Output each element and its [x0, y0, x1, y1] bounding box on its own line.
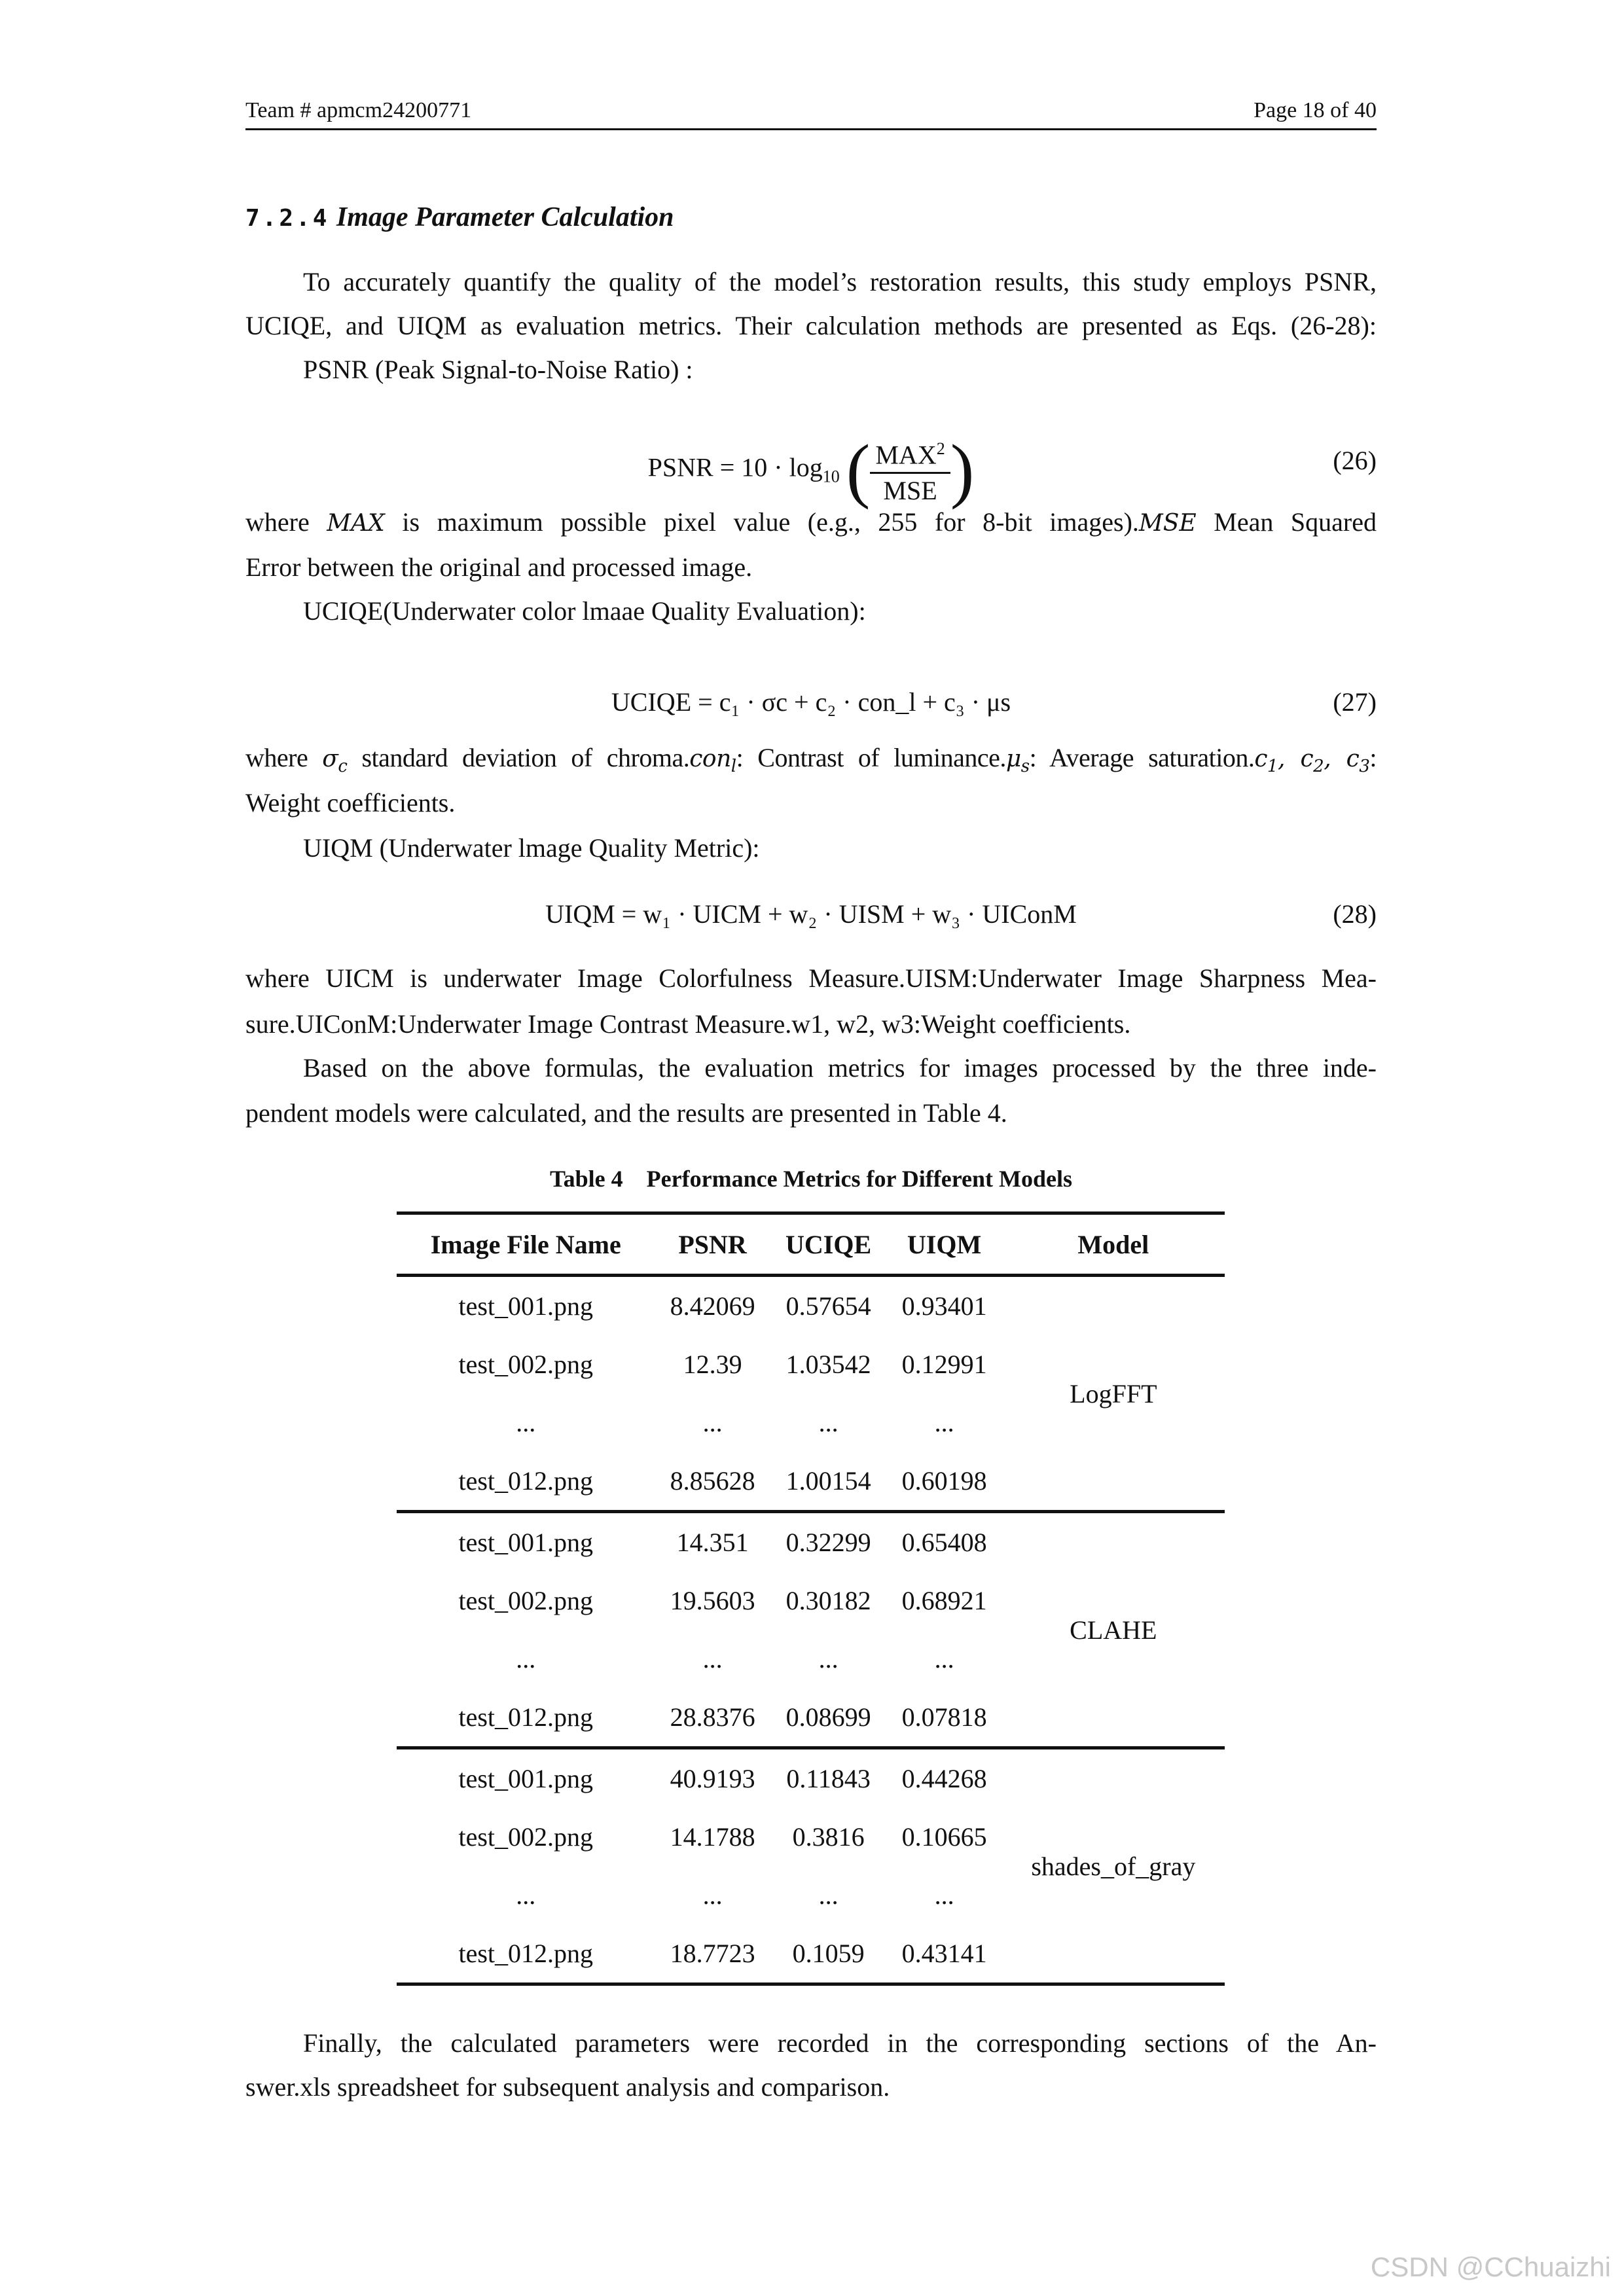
- table-cell: 0.11843: [786, 1764, 871, 1793]
- section-number: 7.2.4: [245, 205, 330, 232]
- table-cell: 0.43141: [901, 1939, 987, 1968]
- table-cell: 0.07818: [901, 1702, 987, 1732]
- paragraph-line: UCIQE, and UIQM as evaluation metrics. Their calculation methods are presented as Eqs. (26-28):: [245, 311, 1377, 340]
- model-cell: CLAHE: [1070, 1615, 1157, 1645]
- header-cell: Model: [1077, 1229, 1149, 1259]
- table-cell: ...: [818, 1880, 839, 1910]
- uciqe-label: UCIQE(Underwater color lmaae Quality Evaluation):: [303, 596, 866, 626]
- table-cell: test_002.png: [458, 1350, 594, 1379]
- table-cell: 19.5603: [670, 1586, 755, 1615]
- equation-number-27: (27): [1333, 687, 1377, 717]
- equation-26: PSNR = $10 \cdot \log_{10}$ ( $\frac{MAX^2}{\text{MSE}}$ ): [647, 430, 975, 511]
- paragraph-line: Based on the above formulas, the evaluation metrics for images processed by the three inde-: [303, 1053, 1377, 1083]
- section-title: Image Parameter Calculation: [336, 202, 674, 232]
- table-cell: ...: [702, 1880, 723, 1910]
- paragraph-line: Weight coefficients.: [245, 788, 456, 817]
- where-max-line: where MAX is maximum possible pixel value (e.g., 255 for 8-bit images).MSE Mean Squared: [245, 507, 1377, 537]
- table-cell: test_002.png: [458, 1822, 594, 1852]
- metrics-table: [397, 1211, 1225, 1986]
- table-row: [397, 1748, 1225, 1808]
- equation-number-26: (26): [1333, 446, 1377, 475]
- uiqm-label: UIQM (Underwater lmage Quality Metric):: [303, 833, 760, 863]
- table-cell: ...: [516, 1880, 536, 1910]
- table-cell: 0.65408: [901, 1528, 987, 1557]
- section-heading: [245, 202, 674, 233]
- equation-28: UIQM = w₁ · UICM + w₂ · UISM + w₃ · UIConM: [545, 899, 1077, 929]
- table-cell: 0.32299: [785, 1528, 871, 1557]
- paragraph-line: swer.xls spreadsheet for subsequent analysis and comparison.: [245, 2072, 890, 2102]
- table-cell: 14.351: [676, 1528, 749, 1557]
- table-cell: 1.00154: [785, 1466, 871, 1496]
- table-cell: 0.44268: [901, 1764, 987, 1793]
- header-rule: [245, 128, 1377, 130]
- paragraph-line: pendent models were calculated, and the results are presented in Table 4.: [245, 1098, 1007, 1128]
- table-cell: test_001.png: [458, 1764, 594, 1793]
- table-cell: 1.03542: [785, 1350, 871, 1379]
- header-cell: UIQM: [907, 1229, 982, 1259]
- header-team: Team # apmcm24200771: [245, 98, 472, 122]
- header-page: Page 18 of 40: [1254, 98, 1377, 122]
- table-cell: test_012.png: [458, 1939, 594, 1968]
- table-row: [397, 1512, 1225, 1572]
- where-sigma-line: where $\sigma_c$ standard deviation of chroma.con$_l$: Contrast of $luminance.\mu_s$: Average $saturation.c_1$, $c_2$, $c_3$:: [245, 743, 1377, 777]
- paragraph-line: sure.UIConM:Underwater Image Contrast Measure.w1, w2, w3:Weight coefficients.: [245, 1009, 1131, 1039]
- model-cell: shades_of_gray: [1031, 1851, 1196, 1881]
- table-cell: 8.42069: [670, 1291, 755, 1321]
- table-cell: 0.93401: [901, 1291, 987, 1321]
- paragraph-line: Error between the original and processed image.: [245, 552, 753, 582]
- watermark: CSDN @CChuaizhi: [1370, 2251, 1611, 2282]
- table-cell: ...: [818, 1644, 839, 1674]
- table-cell: ...: [702, 1408, 723, 1437]
- table-cell: 0.60198: [901, 1466, 987, 1496]
- table-cell: 0.08699: [785, 1702, 871, 1732]
- table-cell: 0.1059: [792, 1939, 865, 1968]
- table-cell: 14.1788: [670, 1822, 755, 1852]
- table-cell: test_001.png: [458, 1291, 594, 1321]
- table-cell: ...: [934, 1408, 954, 1437]
- header-cell: UCIQE: [785, 1229, 872, 1259]
- table-cell: test_012.png: [458, 1466, 594, 1496]
- table-cell: ...: [934, 1644, 954, 1674]
- table-cell: 18.7723: [670, 1939, 755, 1968]
- header-cell: PSNR: [678, 1229, 747, 1259]
- paragraph-line: To accurately quantify the quality of the model’s restoration results, this study employs PSNR,: [303, 267, 1377, 296]
- table-cell: 8.85628: [670, 1466, 755, 1496]
- psnr-label: PSNR (Peak Signal-to-Noise Ratio) :: [303, 355, 693, 384]
- table-cell: 28.8376: [670, 1702, 755, 1732]
- table-cell: 0.12991: [901, 1350, 987, 1379]
- table-cell: test_012.png: [458, 1702, 594, 1732]
- table-cell: 0.30182: [785, 1586, 871, 1615]
- paragraph-line: where UICM is underwater Image Colorfulness Measure.UISM:Underwater Image Sharpness Mea-: [245, 963, 1377, 993]
- header-cell: Image File Name: [430, 1229, 621, 1259]
- table-cell: 12.39: [683, 1350, 742, 1379]
- table-cell: ...: [818, 1408, 839, 1437]
- table-cell: 0.57654: [785, 1291, 871, 1321]
- table-cell: 40.9193: [670, 1764, 755, 1793]
- table-cell: ...: [516, 1408, 536, 1437]
- table-header-row: [397, 1213, 1225, 1276]
- paragraph-line: Finally, the calculated parameters were recorded in the corresponding sections of the An-: [303, 2028, 1377, 2058]
- table-cell: 0.68921: [901, 1586, 987, 1615]
- table-cell: test_002.png: [458, 1586, 594, 1615]
- table-cell: ...: [516, 1644, 536, 1674]
- table-row: [397, 1276, 1225, 1336]
- table-cell: test_001.png: [458, 1528, 594, 1557]
- table-cell: ...: [934, 1880, 954, 1910]
- model-cell: LogFFT: [1070, 1378, 1157, 1408]
- equation-number-28: (28): [1333, 899, 1377, 929]
- table-cell: 0.3816: [792, 1822, 865, 1852]
- equation-27: UCIQE = c₁ · σc + c₂ · con_l + c₃ · μs: [611, 687, 1011, 717]
- table-caption: Table 4 Performance Metrics for Different Models: [549, 1166, 1073, 1192]
- table-cell: ...: [702, 1644, 723, 1674]
- table-cell: 0.10665: [901, 1822, 987, 1852]
